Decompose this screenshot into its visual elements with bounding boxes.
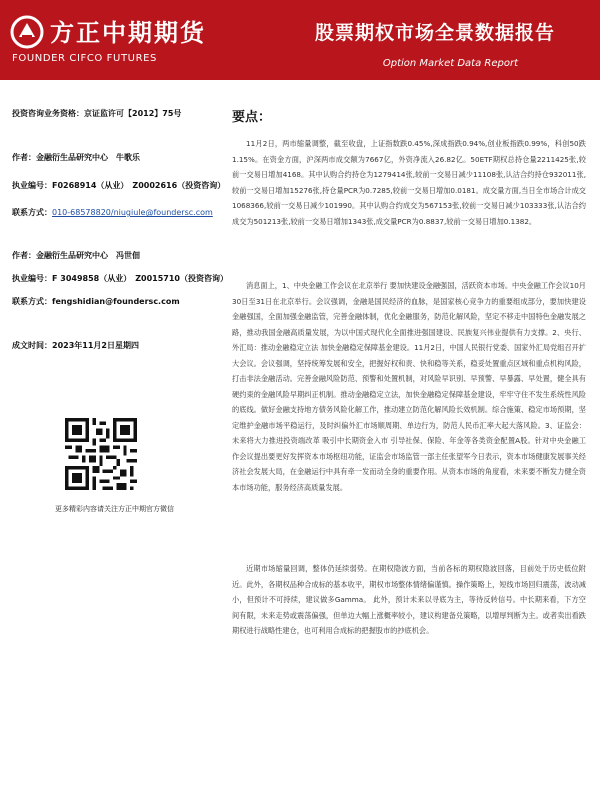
author-1-license: 执业编号：F0268914（从业） Z0002616（投资咨询） <box>12 181 226 190</box>
summary-paragraph-strategy: 近期市场缩量回调，整体仍延续弱势。在期权隐波方面，当前各标的期权隐波回落，目前处于历史低位附近。此外，各期权品种合成标的基本收平，期权市场整体情绪偏谨慎。操作策略上，短线市场回归震荡，波动减小，但预计不可持续，建议做多Gamma。 此外，预计未来以寻底为主，等待反转信号。中长期来看，下方空间有限，未来走势或震荡偏强，但单边大幅上涨概率较小，建议构建备兑策略，以增厚判断为主。或者卖出看跌期权进行战略性建仓，也可利用合成标的把握股市的抄底机会。 <box>232 564 586 635</box>
header-banner <box>0 0 600 80</box>
wechat-qr-code-icon <box>65 418 137 490</box>
report-date: 成文时间：2023年11月2日星期四 <box>12 341 139 350</box>
author-1-name: 作者：金融衍生品研究中心 牛歌乐 <box>12 153 140 162</box>
brand-name-cn: 方正中期期货 <box>50 19 206 47</box>
summary-paragraph-news: 消息面上，1、中央金融工作会议在北京举行 要加快建设金融强国，活跃资本市场。中央金融工作会议10月30日至31日在北京举行。会议强调，金融是国民经济的血脉，是国家核心竞争力的重要组成部分，要加快建设金融强国，全面加强金融监管，完善金融体制，优化金融服务，防范化解风险，坚定不移走中国特色金融发展之路，推动我国金融高质量发展，为以中国式现代化全面推进强国建设、民族复兴伟业提供有力支撑。2、央行、外汇局：推动金融稳定立法 加快金融稳定保障基金建设。11月2日，中国人民银行党委、国家外汇局党组召开扩大会议。会议强调，坚持统筹发展和安全，把握好权和责、快和稳等关系，稳妥处置重点区域和重点机构风险，打击非法金融活动。完善金融风险防范、预警和处置机制，对风险早识别、早预警、早暴露、早处置，健全具有硬约束的金融风险早期纠正机制。推动金融稳定立法，加快金融稳定保障基金建设，牢牢守住不发生系统性风险的底线。做好金融支持地方债务风险化解工作，推动建立防范化解风险长效机制。综合施策、稳定市场预期，坚定维护金融市场平稳运行，及时纠偏外汇市场顺周期、单边行为，防范人民币汇率大起大落风险。3、证监会：未来将大力推进投资端改革 吸引中长期资金入市 引导社保、保险、年金等各类资金配置A股。针对中央金融工作会议提出要更好发挥资本市场枢纽功能，证监会市场监管一部主任张望军今日表示，资本市场健康发展事关经济社会发展大局，在金融运行中具有牵一发而动全身的重要作用。从资本市场的角度看，未来要不断发力健全资本市场功能，服务经济高质量发展。 <box>232 281 586 492</box>
brand-name-en: FOUNDER CIFCO FUTURES <box>12 53 157 64</box>
author-2-license: 执业编号：F 3049858（从业） Z0015710（投资咨询） <box>12 274 228 283</box>
founder-logo-icon <box>10 15 44 49</box>
author-1-contact: 联系方式：010-68578820/niugiule@foundersc.com <box>12 208 213 217</box>
report-title: 股票期权市场全景数据报告 <box>314 22 555 44</box>
author-1-email-link[interactable]: 010-68578820/niugiule@foundersc.com <box>52 208 213 217</box>
key-points-heading: 要点： <box>232 110 272 125</box>
author-2-contact: 联系方式：fengshidian@foundersc.com <box>12 297 180 306</box>
qualification-line: 投资咨询业务资格：京证监许可【2012】75号 <box>12 109 182 118</box>
summary-paragraph-market: 11月2日，两市缩量调整，截至收盘，上证指数跌0.45%,深成指跌0.94%,创业板指跌0.99%，科创50跌1.15%。在资金方面，沪深两市成交额为7667亿，外资净流入26.82亿。50ETF期权总持仓量2211425张,较前一交易日增加4168。其中认购合约持仓为1279414张,较前一交易日减少11108张,认沽合约持仓932011张,较前一交易日增加15276张,持仓量PCR为0.7285,较前一交易日增加0.0181。成交量方面,当日全市场合计成交1068366,较前一交易日减少101990。其中认购合约成交为567153张,较前一交易日减少103333张,认沽合约成交为501213张,较前一交易日增加1343张,成交量PCR为0.8837,较前一交易日增加0.1382。 <box>232 139 586 226</box>
report-subtitle: Option Market Data Report <box>382 58 518 69</box>
author-2-name: 作者：金融衍生品研究中心 冯世佃 <box>12 251 140 260</box>
qr-caption: 更多精彩内容请关注方正中期官方微信 <box>55 505 174 513</box>
